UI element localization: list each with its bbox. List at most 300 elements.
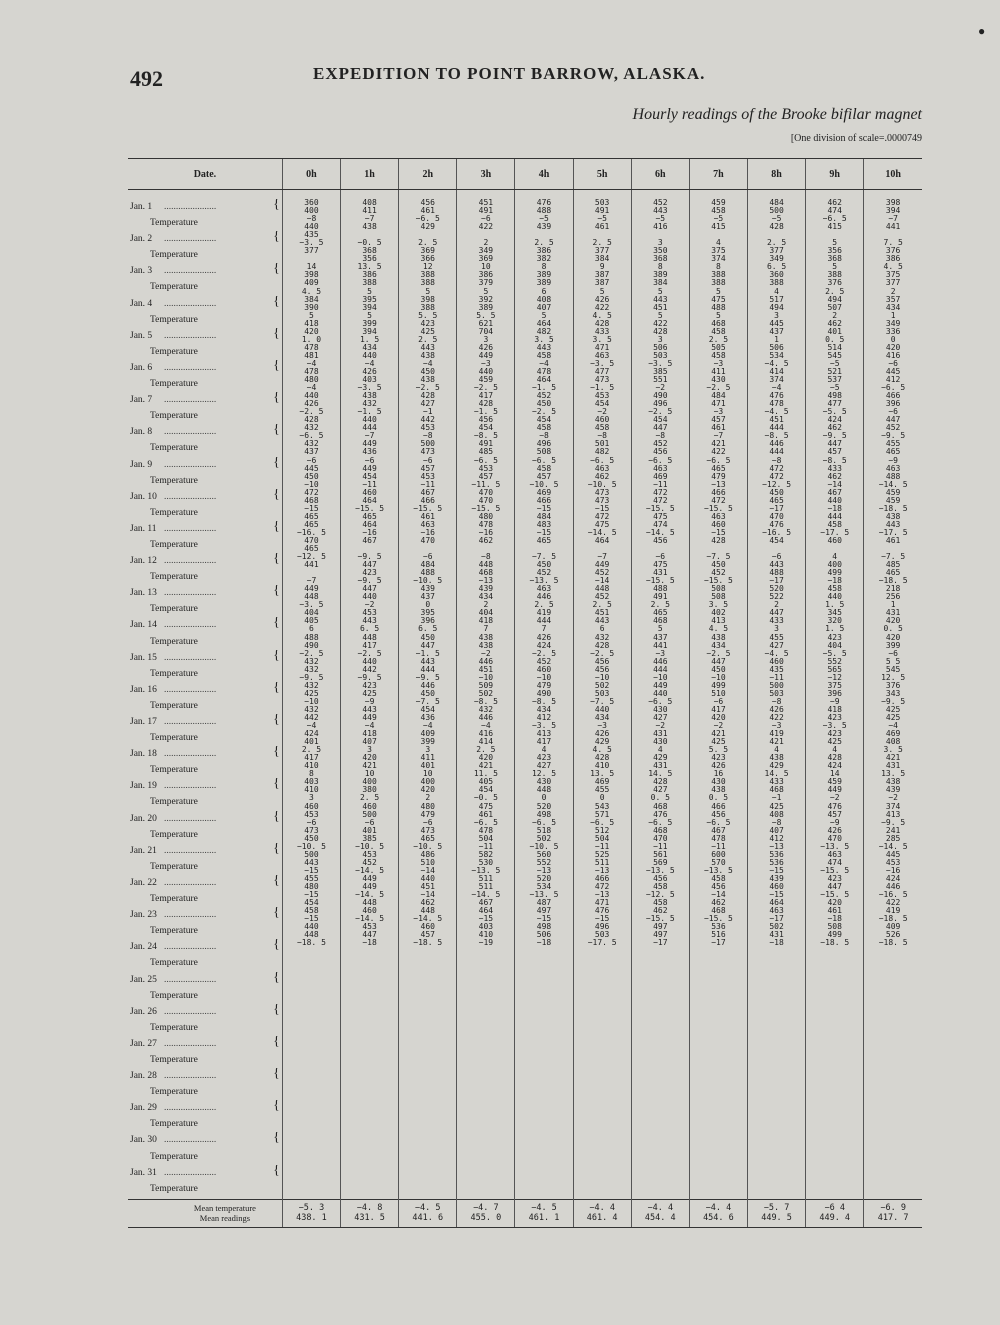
reading-value: 441 [653, 641, 668, 650]
reading-value: −2. 5 [415, 384, 440, 393]
reading-value: 5. 5 [476, 311, 496, 320]
reading-value: 460 [362, 907, 377, 916]
reading-value: 475 [653, 561, 668, 570]
reading-value: 470 [478, 496, 494, 505]
temperature-row-label: Temperature [150, 218, 198, 229]
reading-value: −14 [827, 480, 842, 489]
reading-value: 448 [362, 899, 377, 908]
reading-value: 420 [827, 899, 842, 908]
reading-value: 462 [827, 319, 842, 328]
reading-value: 463 [769, 907, 784, 916]
reading-value: −8 [306, 215, 317, 224]
reading-value: 446 [653, 657, 668, 666]
reading-value: 488 [653, 585, 668, 594]
reading-value: 466 [594, 874, 610, 883]
reading-value: −14. 5 [471, 891, 501, 900]
reading-value: −2. 5 [590, 649, 615, 658]
reading-value: 500 [769, 207, 784, 216]
reading-value: −8 [422, 432, 433, 441]
reading-value: 545 [885, 665, 901, 674]
reading-value: 482 [594, 448, 610, 457]
reading-value: 438 [711, 786, 726, 795]
reading-value: 466 [885, 392, 901, 401]
reading-value: 517 [769, 295, 784, 304]
reading-value: −4. 5 [764, 649, 789, 658]
reading-value: 431 [885, 609, 901, 618]
reading-value: 445 [885, 850, 901, 859]
reading-value: 621 [478, 319, 494, 328]
date-row-label: { Jan. 27 ..... [128, 1036, 282, 1052]
reading-value: 451 [594, 609, 610, 618]
reading-value: −11 [420, 480, 435, 489]
reading-value: −7 [364, 215, 375, 224]
reading-value: −9. 5 [881, 818, 906, 827]
reading-value: −4 [771, 384, 782, 393]
reading-value: 433 [769, 617, 784, 626]
reading-value: 400 [362, 778, 377, 787]
reading-value: 480 [420, 802, 435, 811]
temperature-row-label: Temperature [150, 894, 198, 905]
reading-value: 582 [478, 850, 494, 859]
reading-value: −2. 5 [531, 408, 557, 417]
reading-value: −3. 5 [299, 239, 324, 248]
reading-value [457, 231, 514, 239]
reading-value: −14 [420, 866, 435, 875]
reading-value: 386 [885, 255, 901, 264]
reading-value: −18. 5 [878, 915, 908, 924]
reading-value: 379 [478, 279, 494, 288]
reading-value [341, 231, 398, 239]
reading-value: 417 [304, 754, 319, 763]
reading-value: 450 [304, 472, 319, 481]
reading-value: −15. 5 [471, 504, 501, 513]
reading-value: 426 [827, 826, 842, 835]
reading-value: 536 [769, 850, 784, 859]
reading-value: 427 [769, 641, 784, 650]
reading-value: 432 [304, 424, 319, 433]
reading-value: 472 [769, 472, 784, 481]
reading-value: 442 [362, 665, 377, 674]
reading-value: 506 [769, 343, 784, 352]
reading-value: 409 [420, 730, 435, 739]
reading-value: 468 [653, 617, 668, 626]
reading-value: 502 [594, 681, 610, 690]
reading-value: −8. 5 [822, 456, 847, 465]
reading-value: −6 [422, 456, 433, 465]
reading-value: −6. 5 [531, 456, 557, 465]
reading-value: 395 [420, 609, 435, 618]
footer-row-label: Mean readings [199, 1212, 251, 1223]
reading-value: 422 [594, 303, 610, 312]
reading-value: −5. 5 [822, 408, 847, 417]
reading-value: 444 [653, 665, 668, 674]
reading-value: 466 [536, 496, 552, 505]
reading-value: 443 [536, 343, 552, 352]
reading-value: 256 [885, 593, 901, 602]
scale-note: [One division of scale=.0000749 [790, 133, 922, 144]
reading-value: 463 [594, 351, 610, 360]
reading-value: 474 [653, 520, 668, 529]
reading-value: 377 [594, 247, 610, 256]
reading-value: 491 [594, 207, 610, 216]
reading-value: −14. 5 [355, 866, 385, 875]
reading-value: 431 [885, 762, 901, 771]
reading-value: 5 [599, 287, 605, 296]
hour-column-header: 0h [282, 159, 340, 190]
reading-value: 457 [536, 472, 552, 481]
reading-value: 4 [774, 746, 779, 755]
reading-value: 432 [304, 440, 319, 449]
reading-value: 448 [362, 633, 377, 642]
reading-value: 422 [478, 223, 494, 232]
reading-value: 1 [890, 601, 896, 610]
reading-value: 376 [827, 279, 842, 288]
reading-value: 426 [594, 730, 610, 739]
reading-value: 419 [885, 907, 901, 916]
reading-value: −6. 5 [881, 384, 906, 393]
reading-value: 462 [420, 899, 435, 908]
reading-value: 456 [594, 665, 610, 674]
reading-value: 408 [536, 295, 552, 304]
reading-value: 453 [478, 464, 494, 473]
reading-value: 425 [304, 689, 319, 698]
hour-column-header: 8h [748, 159, 806, 190]
reading-value: −6 [655, 553, 666, 562]
reading-value: 434 [885, 303, 901, 312]
reading-value: 405 [304, 617, 319, 626]
table-subtitle: Hourly readings of the Brooke bifilar magnet [632, 106, 922, 123]
reading-value: 377 [304, 247, 319, 256]
reading-value: 433 [769, 778, 784, 787]
reading-value: 3 [774, 311, 779, 320]
reading-value: 475 [594, 520, 610, 529]
reading-value: −9. 5 [357, 553, 382, 562]
reading-value: 444 [769, 424, 784, 433]
reading-value: 2. 5 [534, 239, 554, 248]
reading-value: 4. 5 [708, 625, 729, 634]
reading-value: 439 [420, 585, 435, 594]
reading-value: 446 [769, 440, 784, 449]
reading-value: −18 [536, 939, 552, 948]
reading-value: 12. 5 [881, 673, 906, 682]
reading-value: 522 [769, 593, 784, 602]
reading-value: 395 [362, 295, 377, 304]
reading-value: −4. 5 [764, 359, 789, 368]
reading-value: 569 [653, 858, 668, 867]
reading-value: 491 [653, 593, 668, 602]
reading-value: −9. 5 [415, 673, 440, 682]
reading-value: −6 [306, 456, 317, 465]
reading-value: −13 [478, 577, 494, 586]
reading-value: 403 [362, 376, 377, 385]
reading-value: 458 [304, 907, 319, 916]
reading-value: −10. 5 [413, 577, 443, 586]
date-row-label: { Jan. 8 ..... [128, 424, 282, 440]
running-head: EXPEDITION TO POINT BARROW, ALASKA. [313, 64, 706, 83]
reading-value: 446 [478, 714, 494, 722]
reading-value: −13 [594, 866, 610, 875]
reading-value: 0 [890, 335, 896, 344]
reading-value [283, 255, 340, 263]
reading-value: −11 [594, 842, 610, 851]
footer-row-label: Mean temperature [193, 1202, 256, 1213]
reading-value: 415 [827, 223, 842, 232]
reading-value: 463 [594, 464, 610, 473]
reading-value: 503 [769, 689, 784, 698]
date-row-label: { Jan. 29 ..... [128, 1100, 282, 1116]
reading-value: 472 [594, 882, 610, 891]
reading-value: 388 [362, 279, 377, 288]
reading-value: 488 [420, 569, 435, 578]
reading-value: 443 [885, 520, 901, 529]
reading-value: 403 [304, 778, 319, 787]
reading-value: 2 [890, 287, 896, 296]
reading-value: 428 [653, 778, 668, 787]
reading-value: 401 [827, 327, 842, 336]
reading-value: 451 [478, 665, 494, 674]
reading-value: 449 [478, 351, 494, 360]
reading-value: −5. 5 [822, 649, 847, 658]
reading-value: 476 [653, 810, 668, 819]
reading-value: 469 [536, 488, 552, 497]
reading-value: 452 [653, 199, 668, 207]
reading-value: 502 [769, 923, 784, 932]
reading-value: 443 [653, 295, 668, 304]
reading-value: 5 [483, 287, 489, 296]
reading-value: 5 [541, 311, 547, 320]
reading-value: 455 [769, 633, 784, 642]
reading-value: 4 [774, 287, 779, 296]
temperature-row-label: Temperature [150, 1022, 198, 1033]
reading-value: 428 [304, 416, 319, 425]
hour-readings-cell [457, 190, 515, 1200]
reading-value: 452 [653, 440, 668, 449]
reading-value: −18 [827, 577, 842, 586]
reading-value: 426 [362, 367, 377, 376]
reading-value: 450 [304, 834, 319, 843]
reading-value: 420 [362, 754, 377, 763]
reading-value: 412 [885, 376, 901, 385]
reading-value: 366 [420, 255, 435, 264]
temperature-row-label: Temperature [150, 1054, 198, 1065]
reading-value: −18. 5 [878, 939, 908, 948]
footer-values-cell [573, 1199, 631, 1227]
mean-temperature-value: −4. 4 [589, 1202, 615, 1213]
reading-value: 458 [711, 327, 726, 336]
reading-value: 490 [536, 689, 552, 698]
reading-value: 474 [827, 858, 842, 867]
reading-value: 426 [304, 400, 319, 409]
reading-value: 460 [362, 802, 377, 811]
reading-value: 456 [478, 416, 494, 425]
reading-value: 411 [420, 754, 435, 763]
reading-value: 464 [536, 319, 552, 328]
reading-value: 437 [769, 327, 784, 336]
reading-value: 478 [478, 520, 494, 529]
reading-value: −9. 5 [299, 673, 324, 682]
reading-value: 7 [541, 625, 547, 634]
reading-value: 450 [769, 488, 784, 497]
reading-value: 460 [536, 665, 552, 674]
reading-value: 428 [594, 319, 610, 328]
reading-value: 396 [827, 689, 842, 698]
reading-value: 429 [594, 738, 610, 747]
mean-reading-value: 449. 4 [819, 1212, 851, 1223]
footer-values-cell [864, 1199, 922, 1227]
reading-value: 476 [536, 199, 552, 207]
reading-value: 447 [362, 561, 377, 570]
reading-value: 479 [420, 810, 435, 819]
temperature-row-label: Temperature [150, 379, 198, 390]
reading-value: 443 [304, 858, 319, 867]
reading-value: 437 [420, 593, 435, 602]
reading-value: 392 [478, 295, 494, 304]
date-column-header: Date. [128, 159, 282, 190]
reading-value: 491 [478, 207, 494, 216]
reading-value: 458 [711, 207, 726, 216]
reading-value: 434 [594, 714, 610, 722]
reading-value: 444 [420, 665, 435, 674]
reading-value: 514 [827, 343, 842, 352]
reading-value: 460 [594, 416, 610, 425]
reading-value: 416 [478, 730, 494, 739]
reading-value: 448 [594, 585, 610, 594]
reading-value: 389 [653, 271, 668, 280]
reading-value: 3. 5 [708, 601, 729, 610]
reading-value: 439 [769, 874, 784, 883]
reading-value: −9 [888, 456, 898, 465]
reading-value: 478 [304, 343, 319, 352]
reading-value: −18. 5 [820, 939, 850, 948]
reading-value: −4 [422, 359, 433, 368]
reading-value: −13. 5 [645, 866, 675, 875]
reading-value: 1. 0 [301, 335, 322, 344]
reading-value: 14. 5 [764, 770, 789, 779]
reading-value: 6. 5 [766, 263, 787, 272]
reading-value: 420 [885, 343, 901, 352]
reading-value: 428 [478, 400, 494, 409]
reading-value: 404 [827, 641, 842, 650]
reading-value: 469 [653, 472, 668, 481]
reading-value: −7. 5 [531, 553, 557, 562]
reading-value: −15. 5 [645, 915, 675, 924]
reading-value: 407 [769, 826, 784, 835]
reading-value: 502 [536, 834, 552, 843]
reading-value: 472 [769, 464, 784, 473]
reading-value: 443 [362, 617, 377, 626]
reading-value: 449 [362, 874, 377, 883]
reading-value: −7. 5 [881, 553, 906, 562]
reading-value: 497 [536, 907, 552, 916]
reading-value: 457 [827, 810, 842, 819]
reading-value: −9. 5 [881, 432, 906, 441]
reading-value: 452 [362, 858, 377, 867]
reading-value: 565 [827, 665, 842, 674]
reading-value: 386 [536, 247, 552, 256]
reading-value: 423 [827, 730, 842, 739]
reading-value: −15 [594, 504, 610, 513]
reading-value: 460 [711, 520, 726, 529]
reading-value: 407 [536, 303, 552, 312]
reading-value: 438 [885, 512, 901, 521]
reading-value: 458 [536, 424, 552, 433]
reading-value: 5. 5 [708, 746, 729, 755]
reading-value: −10 [304, 697, 319, 706]
reading-value: 468 [711, 319, 726, 328]
reading-value: 11. 5 [473, 770, 498, 779]
reading-value: 449 [594, 561, 610, 570]
reading-value: 417 [362, 641, 377, 650]
reading-value: −6 [422, 553, 433, 562]
date-row-label: { Jan. 5 ..... [128, 328, 282, 344]
reading-value: −15. 5 [645, 504, 675, 513]
reading-value: 12. 5 [531, 770, 557, 779]
reading-value: 4 [657, 746, 663, 755]
date-row-label: { Jan. 28 ..... [128, 1068, 282, 1084]
reading-value: −14. 5 [355, 891, 385, 900]
reading-value: 461 [885, 536, 901, 545]
reading-value: 380 [362, 786, 377, 795]
reading-value: 482 [536, 327, 552, 336]
reading-value: 446 [478, 657, 494, 666]
reading-value: 432 [304, 657, 319, 666]
reading-value: 2. 5 [418, 335, 438, 344]
reading-value: −4 [364, 359, 375, 368]
reading-value: 508 [711, 585, 726, 594]
date-row-label: { Jan. 18 ..... [128, 746, 282, 762]
reading-value: 409 [885, 923, 901, 932]
reading-value: 485 [478, 448, 494, 457]
reading-value [574, 231, 631, 239]
reading-value: 463 [711, 512, 726, 521]
reading-value: 434 [478, 593, 494, 602]
reading-value: −16. 5 [762, 528, 792, 537]
reading-value: −6. 5 [648, 818, 673, 827]
reading-value: 432 [304, 665, 319, 674]
hour-readings-cell [399, 190, 457, 1200]
reading-value: 343 [885, 689, 901, 698]
date-row-label: { Jan. 15 ..... [128, 650, 282, 666]
reading-value: 455 [885, 440, 901, 449]
reading-value: −4. 5 [764, 408, 789, 417]
reading-value: 472 [653, 496, 668, 505]
reading-value: 458 [594, 424, 610, 433]
reading-value: 521 [827, 367, 842, 376]
reading-value: 497 [653, 923, 668, 932]
reading-value: 467 [420, 488, 435, 497]
reading-value: −18 [362, 939, 377, 948]
reading-value: 400 [304, 207, 319, 216]
reading-value: 422 [711, 448, 726, 457]
reading-value: 447 [420, 641, 435, 650]
reading-value: 434 [362, 343, 377, 352]
mean-reading-value: 461. 4 [586, 1212, 618, 1223]
date-row-label: { Jan. 21 ..... [128, 843, 282, 859]
reading-value: 458 [827, 520, 842, 529]
reading-value: −12. 5 [645, 891, 675, 900]
reading-value: 443 [420, 343, 435, 352]
reading-value: 460 [769, 882, 784, 891]
reading-value: 421 [711, 730, 726, 739]
reading-value: 488 [304, 633, 319, 642]
reading-value: 454 [653, 416, 668, 425]
reading-value: 476 [827, 802, 842, 811]
reading-value: 466 [420, 496, 435, 505]
reading-value: 404 [478, 609, 494, 618]
hour-column-header: 4h [515, 159, 573, 190]
reading-value: −15 [711, 528, 726, 537]
reading-value: −14 [711, 891, 726, 900]
